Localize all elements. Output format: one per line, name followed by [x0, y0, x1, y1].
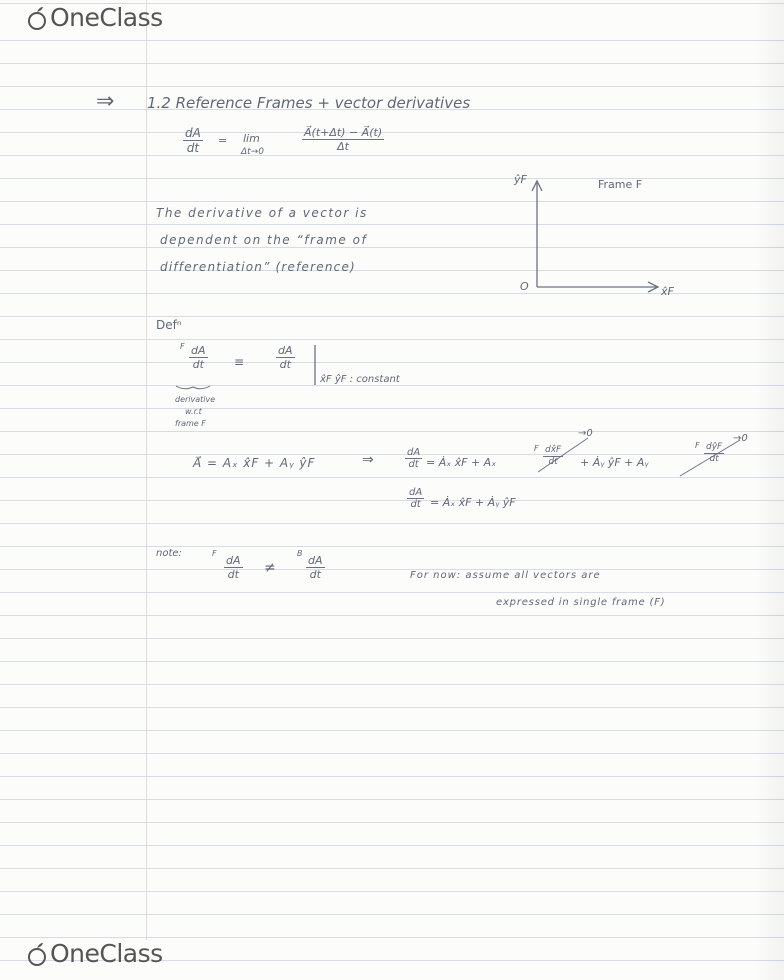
- defn-frame-superscript: F: [180, 342, 185, 351]
- simplified-lhs-derivative: $\frac{dA}{dt}$: [409, 487, 423, 510]
- end-unit-derivative: dŷF dt: [706, 442, 723, 464]
- mid-unit-derivative: $\frac{dx̂F}{dt}$: [545, 445, 562, 467]
- frame-title: Frame F: [598, 178, 643, 191]
- note-frame-f-superscript: F: [212, 549, 217, 558]
- brace-note-3: frame F: [175, 419, 206, 428]
- defn-equiv-sign: ≡: [234, 355, 245, 369]
- brand-name: OneClass: [50, 3, 163, 32]
- not-equal-sign: ≠: [264, 560, 276, 576]
- for-now-line-1: For now: assume all vectors are: [410, 570, 601, 581]
- lhs-derivative: $\frac{dA}{dt}$: [185, 126, 201, 156]
- note-rhs-derivative: $\frac{dA}{dt}$: [308, 554, 323, 582]
- mid-zero-arrow: →0: [578, 428, 593, 439]
- note-label: note:: [156, 548, 182, 559]
- end-frame-superscript: F: [695, 441, 700, 450]
- defn-label: Defⁿ: [156, 318, 182, 332]
- end-zero-arrow: →0: [733, 433, 748, 444]
- difference-quotient: $\frac{A⃗(t+\Delta t) - A⃗(t)}{\Delta t}$: [304, 126, 383, 154]
- axis-x-label: x̂F: [661, 285, 674, 298]
- implies-arrow: ⇒: [362, 452, 374, 468]
- mid-frame-superscript: F: [534, 444, 539, 453]
- oneclass-logo-bottom[interactable]: [26, 939, 163, 968]
- brace-note-1: derivative: [175, 395, 216, 404]
- simplified-rhs: = Ȧₓ x̂F + Ȧᵧ ŷF: [430, 496, 516, 509]
- paragraph-line-1: The derivative of a vector is: [156, 206, 368, 220]
- expansion-term-1: = Ȧₓ x̂F + Aₓ: [426, 456, 497, 469]
- lim-subscript: Δt→0: [241, 147, 264, 157]
- expansion-term-2: + Ȧᵧ ŷF + Aᵧ: [580, 456, 649, 469]
- note-frame-b-superscript: B: [297, 549, 303, 558]
- defn-condition: x̂F ŷF : constant: [320, 374, 400, 385]
- origin-label: O: [520, 280, 529, 293]
- page-heading: 1.2 Reference Frames + vector derivatives: [147, 94, 471, 112]
- paragraph-line-2: dependent on the “frame of: [160, 233, 368, 247]
- heading-arrow: ⇒: [96, 89, 115, 114]
- defn-lhs-derivative: $\frac{dA}{dt}$: [191, 344, 206, 372]
- note-lhs-derivative: $\frac{dA}{dt}$: [226, 554, 241, 582]
- defn-rhs-derivative: $\frac{dA}{dt}$: [278, 344, 293, 372]
- for-now-line-2: expressed in single frame (F): [496, 597, 666, 608]
- lim-label: lim: [243, 132, 260, 145]
- expansion-lhs-derivative: $\frac{dA}{dt}$: [407, 447, 421, 470]
- brand-name: OneClass: [50, 939, 163, 968]
- paragraph-line-3: differentiation” (reference): [160, 260, 356, 274]
- apple-icon: [26, 941, 48, 967]
- brace-note-2: w.r.t: [185, 407, 202, 416]
- axis-y-label: ŷF: [514, 173, 527, 186]
- vector-expansion: A⃗ = Aₓ x̂F + Aᵧ ŷF: [193, 456, 316, 470]
- equals-sign: =: [218, 134, 228, 147]
